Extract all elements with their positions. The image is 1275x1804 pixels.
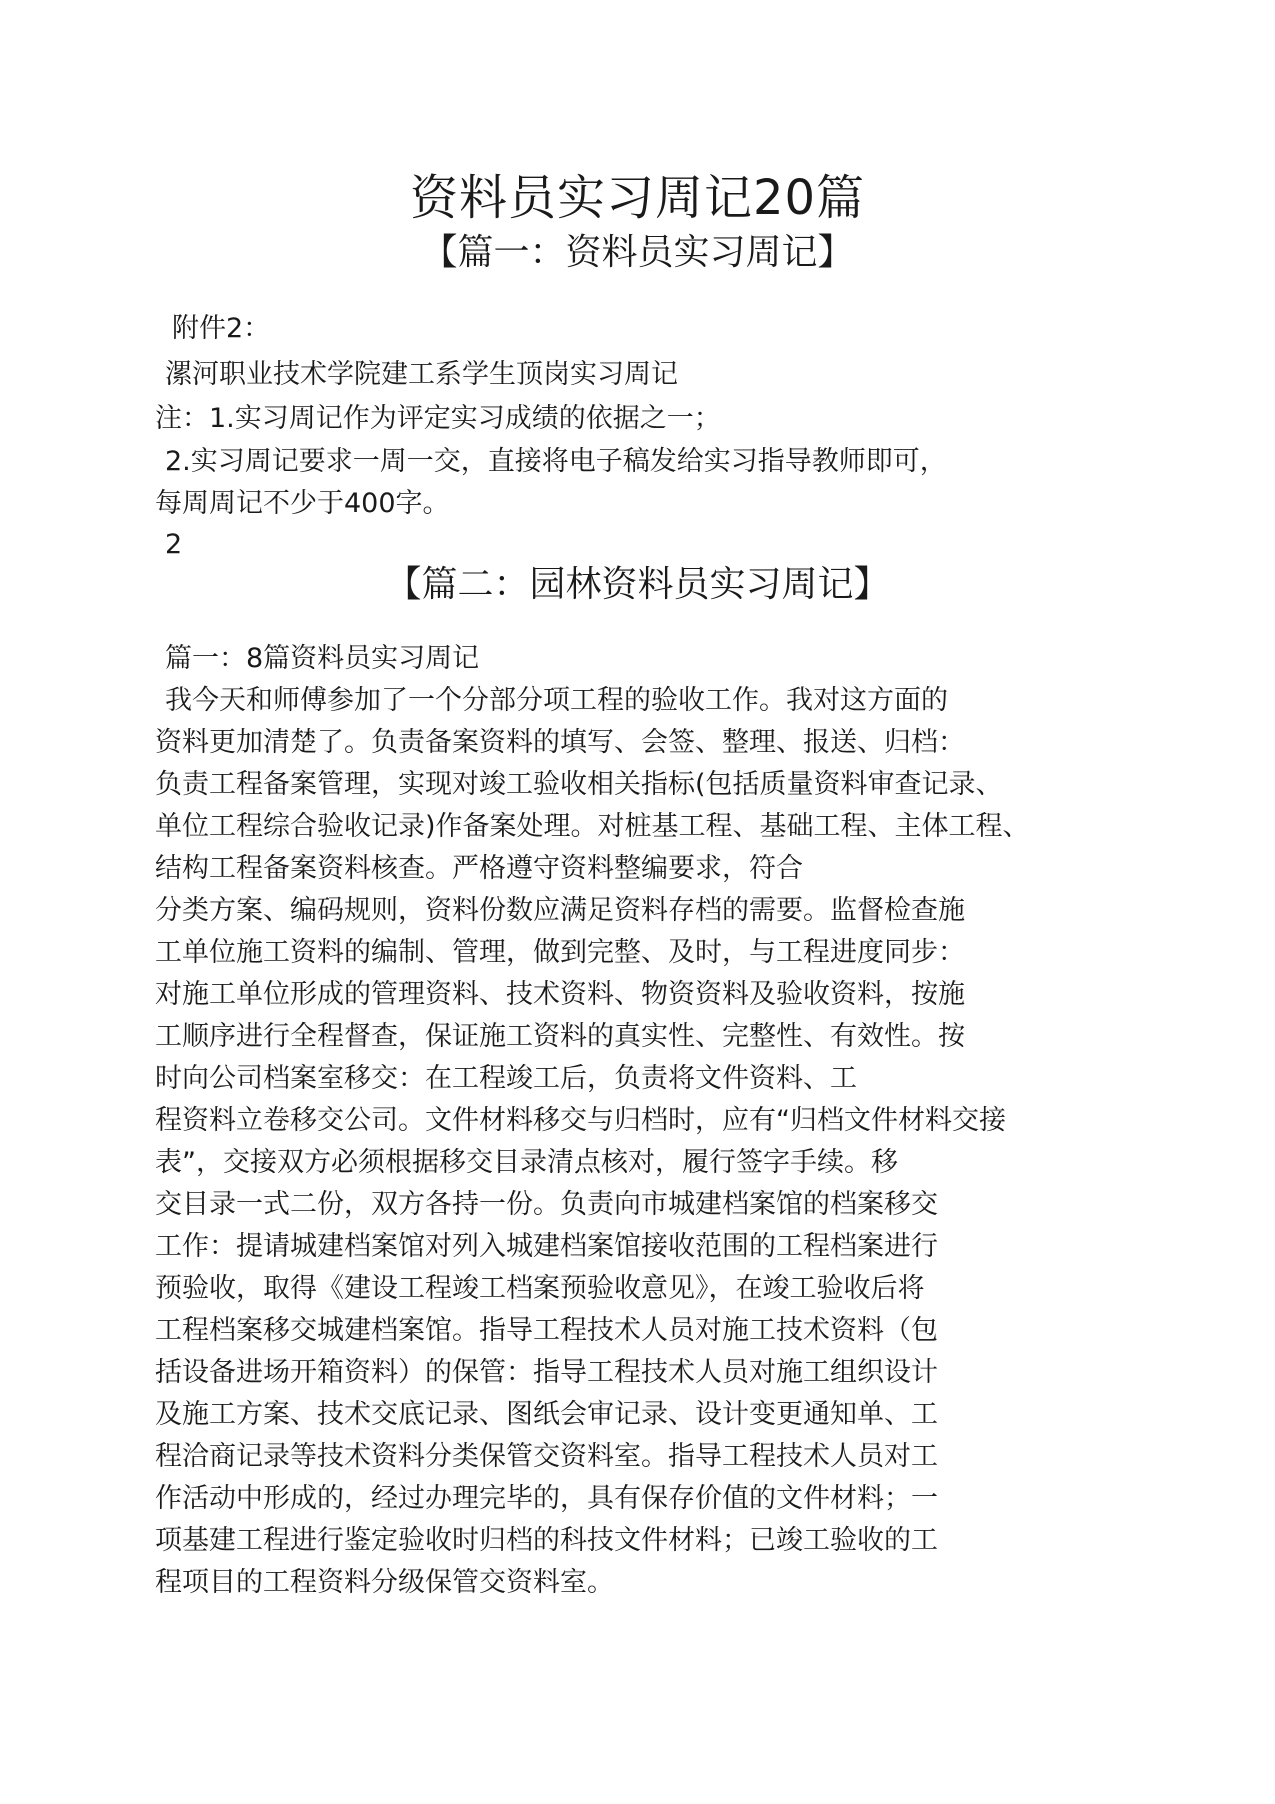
body-line: 工作：提请城建档案馆对列入城建档案馆接收范围的工程档案进行 <box>155 1231 938 1262</box>
body-line: 及施工方案、技术交底记录、图纸会审记录、设计变更通知单、工 <box>155 1399 938 1430</box>
body-line: 括设备进场开箱资料）的保管：指导工程技术人员对施工组织设计 <box>155 1357 938 1388</box>
school-line: 漯河职业技术学院建工系学生顶岗实习周记 <box>165 359 678 390</box>
body-line: 篇一：8篇资料员实习周记 <box>165 643 480 674</box>
body-line: 预验收，取得《建设工程竣工档案预验收意见》，在竣工验收后将 <box>155 1273 925 1304</box>
body-line: 作活动中形成的，经过办理完毕的，具有保存价值的文件材料；一 <box>155 1483 938 1514</box>
body-line: 对施工单位形成的管理资料、技术资料、物资资料及验收资料，按施 <box>155 979 965 1010</box>
body-line: 工顺序进行全程督查，保证施工资料的真实性、完整性、有效性。按 <box>155 1021 965 1052</box>
section1-heading: 【篇一：资料员实习周记】 <box>421 232 854 273</box>
body-line: 表”，交接双方必须根据移交目录清点核对，履行签字手续。移 <box>155 1147 898 1178</box>
body-line: 资料更加清楚了。负责备案资料的填写、会签、整理、报送、归档： <box>155 727 965 758</box>
body-line: 时向公司档案室移交：在工程竣工后，负责将文件资料、工 <box>155 1063 857 1094</box>
body-line: 分类方案、编码规则，资料份数应满足资料存档的需要。监督检查施 <box>155 895 965 926</box>
body-line: 程资料立卷移交公司。文件材料移交与归档时，应有“归档文件材料交接 <box>155 1105 1006 1136</box>
body-line: 程洽商记录等技术资料分类保管交资料室。指导工程技术人员对工 <box>155 1441 938 1472</box>
page-number-text: 2 <box>165 529 183 560</box>
attachment-label: 附件2： <box>172 313 271 344</box>
body-line: 交目录一式二份，双方各持一份。负责向市城建档案馆的档案移交 <box>155 1189 938 1220</box>
note-line-3: 每周周记不少于400字。 <box>155 488 450 519</box>
body-line: 结构工程备案资料核查。严格遵守资料整编要求，符合 <box>155 853 803 884</box>
body-line: 程项目的工程资料分级保管交资料室。 <box>155 1567 614 1598</box>
section2-heading: 【篇二：园林资料员实习周记】 <box>385 564 890 605</box>
body-line: 工程档案移交城建档案馆。指导工程技术人员对施工技术资料（包 <box>155 1315 938 1346</box>
body-line: 负责工程备案管理，实现对竣工验收相关指标(包括质量资料审查记录、 <box>155 769 1003 800</box>
note-line-1: 注：1.实习周记作为评定实习成绩的依据之一； <box>155 403 721 434</box>
document-title: 资料员实习周记20篇 <box>409 170 866 226</box>
body-line: 单位工程综合验收记录)作备案处理。对桩基工程、基础工程、主体工程、 <box>155 811 1030 842</box>
body-line: 我今天和师傅参加了一个分部分项工程的验收工作。我对这方面的 <box>165 685 948 716</box>
note-line-2: 2.实习周记要求一周一交，直接将电子稿发给实习指导教师即可， <box>165 446 947 477</box>
body-line: 项基建工程进行鉴定验收时归档的科技文件材料；已竣工验收的工 <box>155 1525 938 1556</box>
body-line: 工单位施工资料的编制、管理，做到完整、及时，与工程进度同步： <box>155 937 965 968</box>
